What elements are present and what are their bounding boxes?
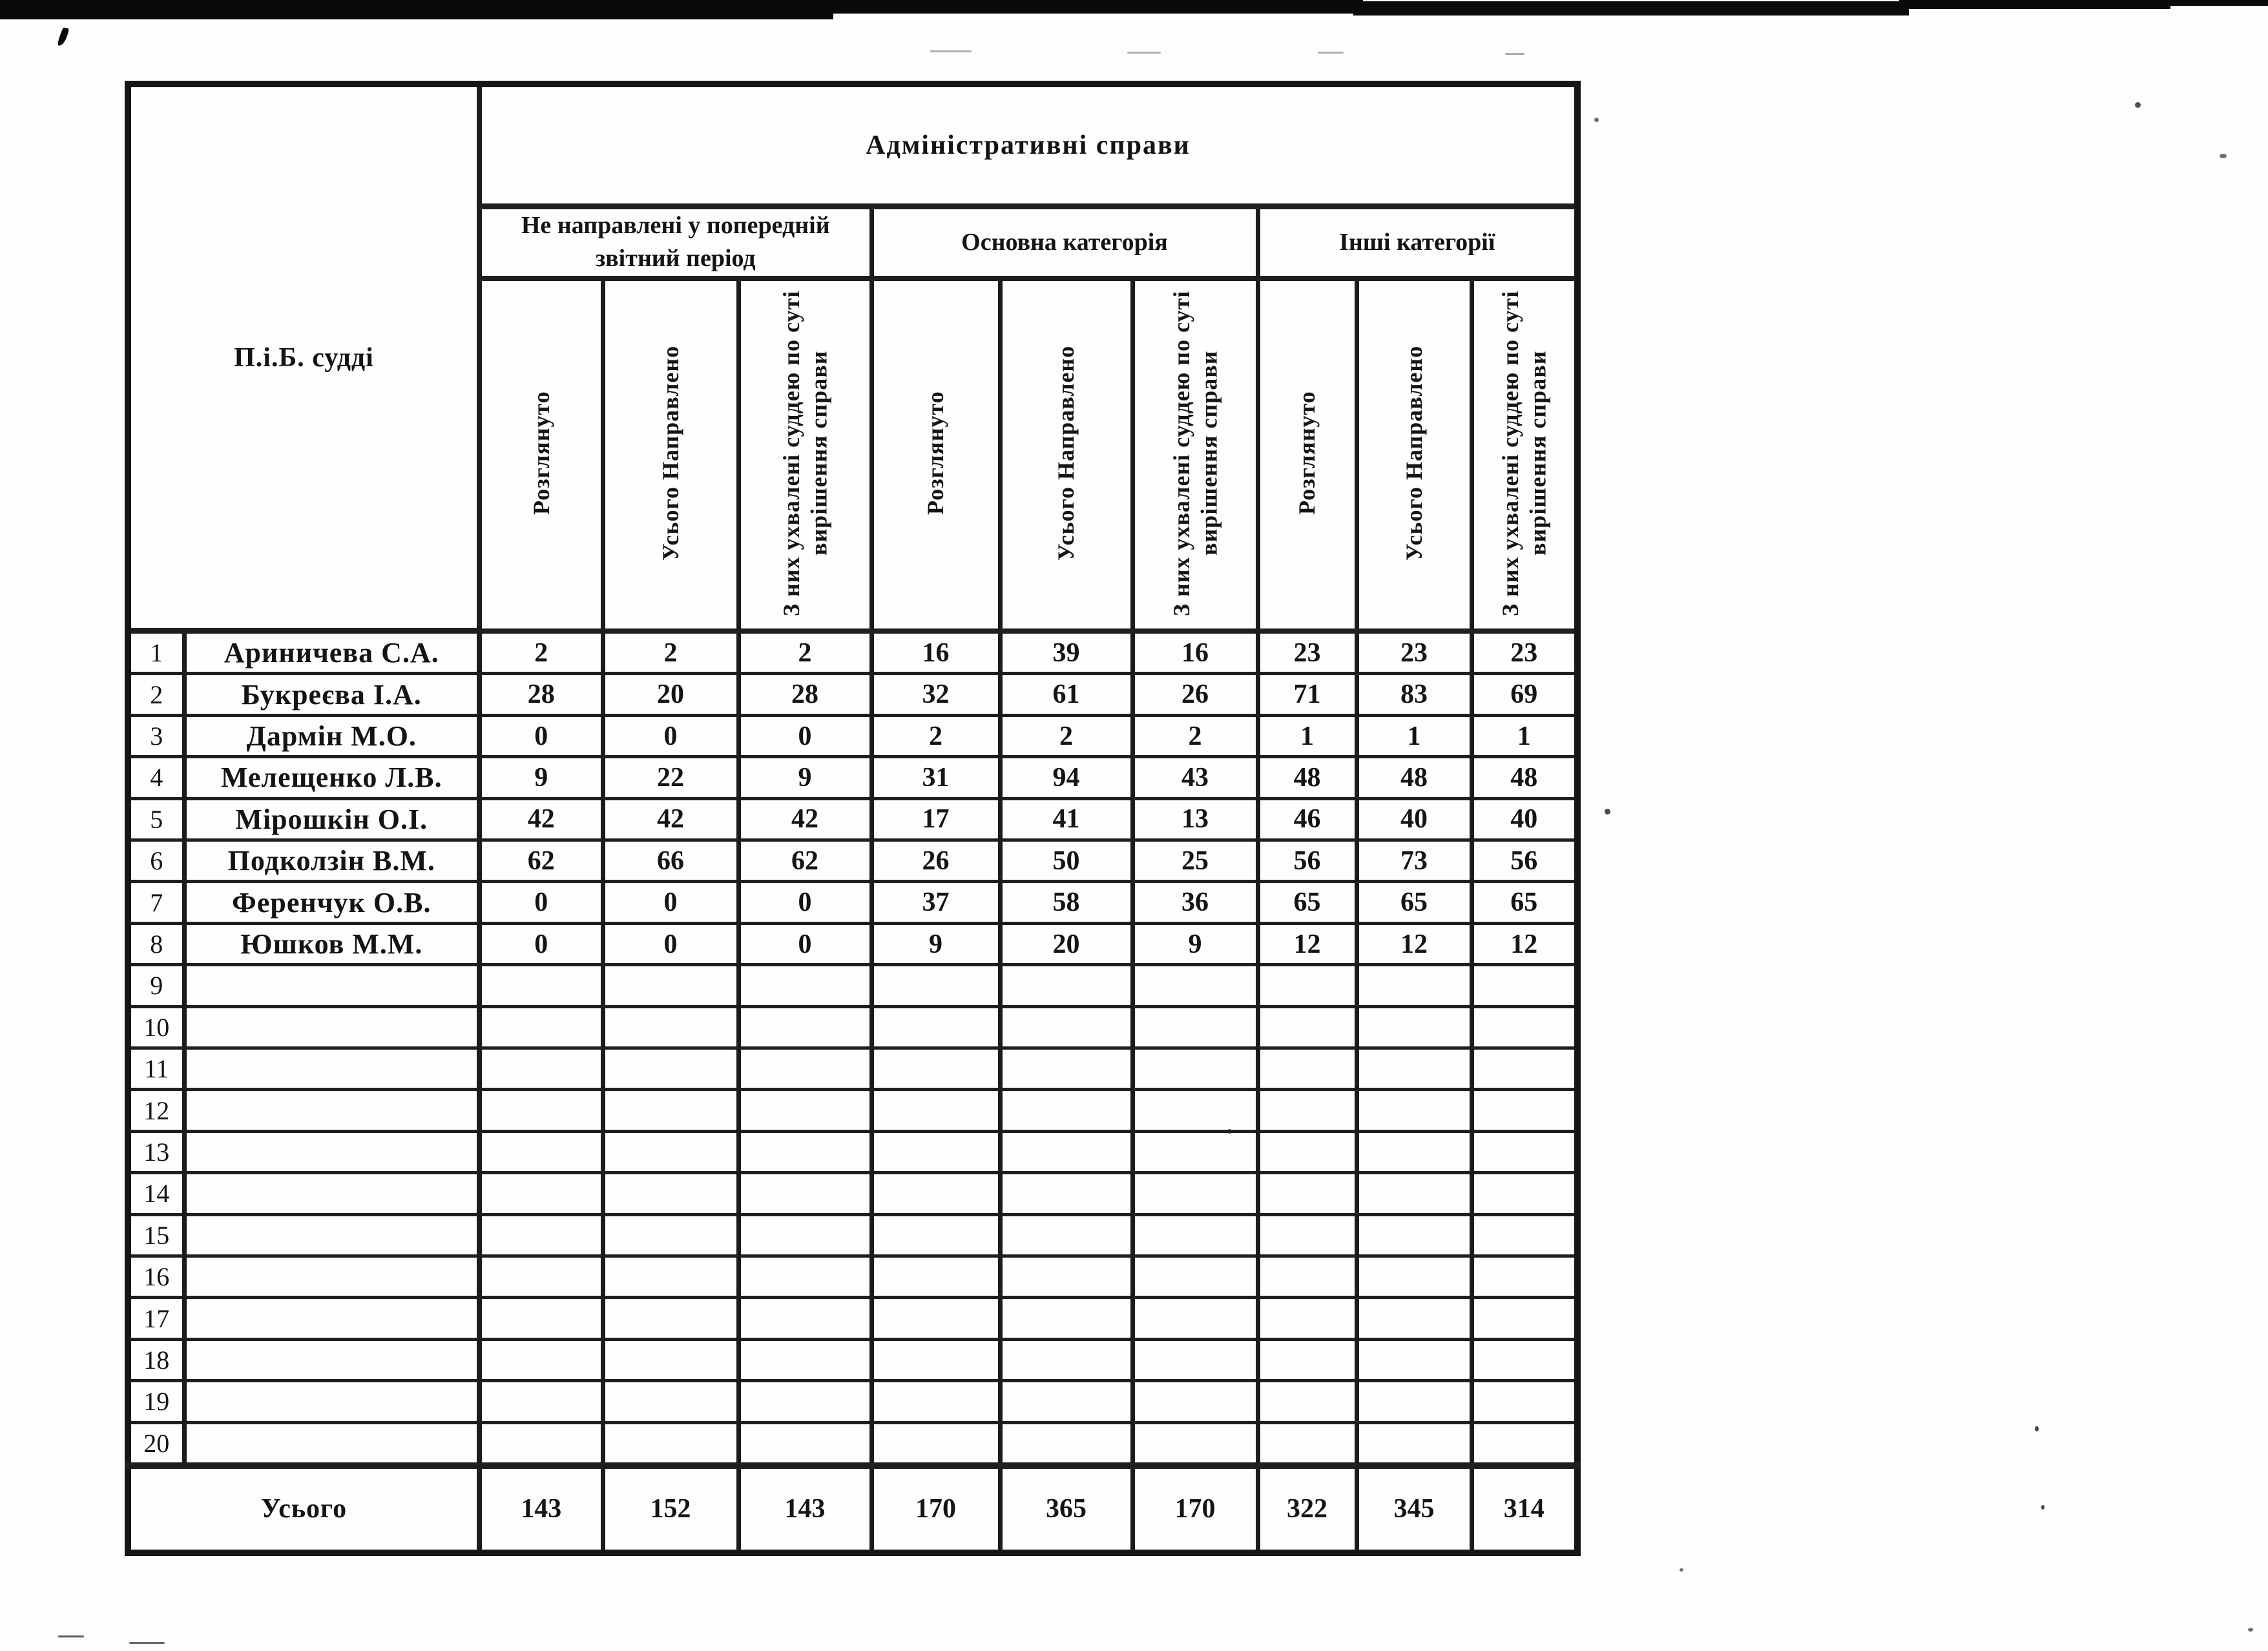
- value-cell: [738, 1048, 871, 1090]
- value-cell: 0: [603, 882, 738, 923]
- scan-speck: [1505, 53, 1524, 55]
- value-cell: 23: [1357, 631, 1472, 674]
- table-row: [128, 1381, 1577, 1422]
- value-cell: [1472, 1298, 1577, 1339]
- court-statistics-table: [125, 81, 1581, 1556]
- value-cell: [1132, 1339, 1258, 1380]
- scan-speck: [2035, 1426, 2039, 1431]
- value-cell: 46: [1258, 798, 1357, 840]
- value-cell: [1132, 1256, 1258, 1297]
- value-cell: [1132, 1090, 1258, 1131]
- value-cell: [1132, 1006, 1258, 1048]
- value-cell: 83: [1357, 674, 1472, 715]
- value-cell: [603, 1006, 738, 1048]
- scan-speck: [2220, 154, 2227, 158]
- value-cell: 0: [603, 923, 738, 964]
- judge-name-cell: Юшков М.М.: [184, 923, 479, 964]
- value-cell: 73: [1357, 840, 1472, 882]
- row-number-cell: 17: [128, 1298, 184, 1339]
- value-cell: [603, 1256, 738, 1297]
- column-header-cell: [479, 278, 603, 631]
- judge-name-cell: [184, 1173, 479, 1214]
- value-cell: 0: [603, 715, 738, 756]
- value-cell: [1472, 965, 1577, 1006]
- value-cell: 58: [1000, 882, 1132, 923]
- value-cell: 1: [1258, 715, 1357, 756]
- scan-dotted-line: [0, 48, 717, 50]
- value-cell: 16: [871, 631, 1000, 674]
- value-cell: [1132, 1131, 1258, 1172]
- row-number-cell: 9: [128, 965, 184, 1006]
- rotated-column-header: З них ухвалені суддею по суті вирішення справи: [1497, 289, 1551, 616]
- value-cell: 2: [603, 631, 738, 674]
- value-cell: [1000, 1090, 1132, 1131]
- value-cell: [1472, 1173, 1577, 1214]
- judge-name-cell: [184, 1131, 479, 1172]
- table-row: [128, 674, 1577, 715]
- total-label: Усього: [128, 1466, 479, 1553]
- scan-speck: [2135, 102, 2141, 108]
- total-value-cell: 143: [479, 1466, 603, 1553]
- judge-name-cell: Букреєва І.А.: [184, 674, 479, 715]
- column-header-cell: [1258, 278, 1357, 631]
- scan-edge-bar: [0, 0, 833, 19]
- value-cell: [1258, 1173, 1357, 1214]
- value-cell: [738, 965, 871, 1006]
- value-cell: 20: [1000, 923, 1132, 964]
- value-cell: 40: [1357, 798, 1472, 840]
- value-cell: [479, 1298, 603, 1339]
- value-cell: [603, 1048, 738, 1090]
- value-cell: 43: [1132, 757, 1258, 798]
- value-cell: [871, 1339, 1000, 1380]
- value-cell: 26: [1132, 674, 1258, 715]
- value-cell: [871, 965, 1000, 1006]
- value-cell: [1000, 1381, 1132, 1422]
- value-cell: [1000, 1131, 1132, 1172]
- judge-name-cell: [184, 1422, 479, 1466]
- value-cell: [1258, 1256, 1357, 1297]
- value-cell: [738, 1006, 871, 1048]
- row-number-cell: 8: [128, 923, 184, 964]
- table-row: [128, 1173, 1577, 1214]
- value-cell: 48: [1472, 757, 1577, 798]
- scan-speck: [58, 1635, 84, 1637]
- value-cell: [1357, 1048, 1472, 1090]
- value-cell: [738, 1339, 871, 1380]
- value-cell: 0: [738, 923, 871, 964]
- value-cell: 0: [479, 923, 603, 964]
- value-cell: 42: [738, 798, 871, 840]
- value-cell: [1132, 965, 1258, 1006]
- row-number-cell: 19: [128, 1381, 184, 1422]
- value-cell: [738, 1381, 871, 1422]
- value-cell: 39: [1000, 631, 1132, 674]
- value-cell: 23: [1472, 631, 1577, 674]
- group-header-main-category: Основна категорія: [871, 207, 1258, 278]
- table-row: [128, 1048, 1577, 1090]
- value-cell: [738, 1090, 871, 1131]
- table-row: [128, 840, 1577, 882]
- group-header-other-categories: Інші категорії: [1258, 207, 1577, 278]
- value-cell: [1357, 1006, 1472, 1048]
- row-number-cell: 3: [128, 715, 184, 756]
- row-number-cell: 18: [128, 1339, 184, 1380]
- judge-name-cell: [184, 1006, 479, 1048]
- value-cell: 56: [1258, 840, 1357, 882]
- rotated-column-header: Усього Направлено: [1053, 345, 1079, 561]
- value-cell: [738, 1422, 871, 1466]
- value-cell: 65: [1472, 882, 1577, 923]
- table-row: [128, 1214, 1577, 1256]
- value-cell: 50: [1000, 840, 1132, 882]
- value-cell: [1357, 1214, 1472, 1256]
- value-cell: [1258, 1048, 1357, 1090]
- value-cell: 2: [479, 631, 603, 674]
- value-cell: [479, 1339, 603, 1380]
- column-header-cell: [738, 278, 871, 631]
- value-cell: 40: [1472, 798, 1577, 840]
- judge-name-cell: [184, 1298, 479, 1339]
- value-cell: [1132, 1381, 1258, 1422]
- value-cell: 48: [1357, 757, 1472, 798]
- table-row-total: [128, 1466, 1577, 1553]
- value-cell: [1357, 1173, 1472, 1214]
- value-cell: 25: [1132, 840, 1258, 882]
- value-cell: [1472, 1256, 1577, 1297]
- value-cell: [738, 1298, 871, 1339]
- scan-speck: [2248, 1628, 2253, 1632]
- value-cell: [871, 1214, 1000, 1256]
- rotated-column-header: Усього Направлено: [1400, 345, 1427, 561]
- value-cell: [479, 1090, 603, 1131]
- judge-name-cell: [184, 965, 479, 1006]
- value-cell: [1357, 1090, 1472, 1131]
- scan-speck: [1318, 52, 1344, 54]
- table-row: [128, 882, 1577, 923]
- judge-name-cell: Мелещенко Л.В.: [184, 757, 479, 798]
- value-cell: 42: [479, 798, 603, 840]
- table-row: [128, 1131, 1577, 1172]
- value-cell: [479, 1256, 603, 1297]
- rotated-column-header: З них ухвалені суддею по суті вирішення справи: [1168, 289, 1222, 616]
- judge-name-cell: Подколзін В.М.: [184, 840, 479, 882]
- rotated-column-header: Розглянуто: [1294, 391, 1320, 515]
- row-number-cell: 4: [128, 757, 184, 798]
- value-cell: 22: [603, 757, 738, 798]
- value-cell: [603, 1339, 738, 1380]
- scan-edge-bar: [2158, 0, 2268, 6]
- row-number-cell: 11: [128, 1048, 184, 1090]
- value-cell: 9: [871, 923, 1000, 964]
- value-cell: 12: [1258, 923, 1357, 964]
- scan-speck: [1594, 118, 1599, 122]
- table-row: [128, 1090, 1577, 1131]
- value-cell: [1472, 1006, 1577, 1048]
- value-cell: [603, 1298, 738, 1339]
- value-cell: 9: [479, 757, 603, 798]
- value-cell: [1132, 1422, 1258, 1466]
- value-cell: [1258, 1006, 1357, 1048]
- row-number-cell: 16: [128, 1256, 184, 1297]
- value-cell: [603, 1381, 738, 1422]
- value-cell: [1132, 1173, 1258, 1214]
- value-cell: 48: [1258, 757, 1357, 798]
- value-cell: 32: [871, 674, 1000, 715]
- value-cell: 0: [738, 882, 871, 923]
- value-cell: [1000, 1214, 1132, 1256]
- row-number-cell: 15: [128, 1214, 184, 1256]
- table-row: [128, 1422, 1577, 1466]
- value-cell: [603, 1422, 738, 1466]
- row-number-cell: 14: [128, 1173, 184, 1214]
- value-cell: 12: [1357, 923, 1472, 964]
- value-cell: [1000, 1173, 1132, 1214]
- value-cell: 66: [603, 840, 738, 882]
- value-cell: 1: [1472, 715, 1577, 756]
- value-cell: [479, 1006, 603, 1048]
- value-cell: [1357, 1298, 1472, 1339]
- value-cell: 9: [738, 757, 871, 798]
- judge-name-cell: [184, 1090, 479, 1131]
- table-row: [128, 798, 1577, 840]
- value-cell: [479, 1048, 603, 1090]
- value-cell: [1132, 1298, 1258, 1339]
- value-cell: [479, 1422, 603, 1466]
- scan-speck: [930, 50, 972, 52]
- value-cell: [1132, 1214, 1258, 1256]
- value-cell: 41: [1000, 798, 1132, 840]
- value-cell: [871, 1131, 1000, 1172]
- value-cell: [1258, 1090, 1357, 1131]
- total-value-cell: 345: [1357, 1466, 1472, 1553]
- judge-name-cell: Дармін М.О.: [184, 715, 479, 756]
- scan-speck: [129, 1642, 165, 1644]
- value-cell: [1258, 965, 1357, 1006]
- table-row: [128, 1339, 1577, 1380]
- row-number-cell: 10: [128, 1006, 184, 1048]
- value-cell: [1357, 1422, 1472, 1466]
- judge-name-cell: Ариничева С.А.: [184, 631, 479, 674]
- value-cell: 12: [1472, 923, 1577, 964]
- value-cell: 65: [1258, 882, 1357, 923]
- value-cell: [1357, 1256, 1472, 1297]
- value-cell: [871, 1006, 1000, 1048]
- scan-edge-bar: [1353, 1, 1909, 16]
- value-cell: [1000, 1298, 1132, 1339]
- value-cell: [1258, 1298, 1357, 1339]
- value-cell: 0: [479, 715, 603, 756]
- value-cell: [1258, 1339, 1357, 1380]
- value-cell: [871, 1173, 1000, 1214]
- value-cell: [1357, 1381, 1472, 1422]
- value-cell: [479, 1214, 603, 1256]
- total-value-cell: 170: [871, 1466, 1000, 1553]
- judge-name-cell: [184, 1339, 479, 1380]
- value-cell: 2: [1132, 715, 1258, 756]
- column-header-cell: [871, 278, 1000, 631]
- value-cell: 71: [1258, 674, 1357, 715]
- value-cell: [479, 1173, 603, 1214]
- value-cell: [479, 965, 603, 1006]
- judge-name-column-header: П.і.Б. судді: [128, 84, 479, 631]
- value-cell: 26: [871, 840, 1000, 882]
- value-cell: 2: [871, 715, 1000, 756]
- value-cell: 42: [603, 798, 738, 840]
- table-row: [128, 1298, 1577, 1339]
- total-value-cell: 322: [1258, 1466, 1357, 1553]
- scan-speck: [1680, 1568, 1683, 1572]
- value-cell: 56: [1472, 840, 1577, 882]
- table-title: Адміністративні справи: [479, 84, 1577, 207]
- value-cell: 28: [738, 674, 871, 715]
- table-row: [128, 1006, 1577, 1048]
- value-cell: [871, 1381, 1000, 1422]
- value-cell: [1472, 1422, 1577, 1466]
- row-number-cell: 13: [128, 1131, 184, 1172]
- row-number-cell: 1: [128, 631, 184, 674]
- value-cell: [1258, 1214, 1357, 1256]
- value-cell: [1357, 965, 1472, 1006]
- value-cell: 62: [479, 840, 603, 882]
- rotated-column-header: Усього Направлено: [657, 345, 683, 561]
- value-cell: 65: [1357, 882, 1472, 923]
- value-cell: 13: [1132, 798, 1258, 840]
- table-row: [128, 1256, 1577, 1297]
- value-cell: [1472, 1214, 1577, 1256]
- value-cell: 28: [479, 674, 603, 715]
- value-cell: 16: [1132, 631, 1258, 674]
- column-header-cell: [1132, 278, 1258, 631]
- row-number-cell: 20: [128, 1422, 184, 1466]
- value-cell: 37: [871, 882, 1000, 923]
- value-cell: 36: [1132, 882, 1258, 923]
- row-number-cell: 7: [128, 882, 184, 923]
- value-cell: [1472, 1048, 1577, 1090]
- value-cell: [1258, 1422, 1357, 1466]
- rotated-column-header: Розглянуто: [528, 391, 554, 515]
- value-cell: [738, 1256, 871, 1297]
- scan-edge-bar: [1899, 0, 2170, 9]
- value-cell: [1472, 1090, 1577, 1131]
- scan-speck: [1605, 809, 1610, 815]
- value-cell: 1: [1357, 715, 1472, 756]
- value-cell: 94: [1000, 757, 1132, 798]
- value-cell: [603, 1131, 738, 1172]
- scan-speck: [2041, 1505, 2044, 1510]
- column-header-cell: [1357, 278, 1472, 631]
- value-cell: 17: [871, 798, 1000, 840]
- rotated-column-header: З них ухвалені суддею по суті вирішення справи: [778, 289, 831, 616]
- value-cell: 0: [479, 882, 603, 923]
- value-cell: 31: [871, 757, 1000, 798]
- value-cell: [738, 1131, 871, 1172]
- value-cell: [1000, 1048, 1132, 1090]
- value-cell: [871, 1090, 1000, 1131]
- value-cell: [1472, 1381, 1577, 1422]
- value-cell: 61: [1000, 674, 1132, 715]
- value-cell: [603, 965, 738, 1006]
- group-header-not-sent: Не направлені у попередній звітний період: [479, 207, 871, 278]
- value-cell: [1000, 1422, 1132, 1466]
- value-cell: 2: [738, 631, 871, 674]
- value-cell: 9: [1132, 923, 1258, 964]
- value-cell: 2: [1000, 715, 1132, 756]
- total-value-cell: 170: [1132, 1466, 1258, 1553]
- value-cell: 23: [1258, 631, 1357, 674]
- value-cell: 20: [603, 674, 738, 715]
- row-number-cell: 6: [128, 840, 184, 882]
- value-cell: [1357, 1339, 1472, 1380]
- scan-edge-bar: [827, 0, 1363, 14]
- value-cell: [871, 1256, 1000, 1297]
- value-cell: [1357, 1131, 1472, 1172]
- judge-name-cell: [184, 1214, 479, 1256]
- value-cell: [1258, 1131, 1357, 1172]
- value-cell: 62: [738, 840, 871, 882]
- table-row: [128, 965, 1577, 1006]
- judge-name-cell: [184, 1381, 479, 1422]
- table-row: [128, 923, 1577, 964]
- judge-name-cell: [184, 1048, 479, 1090]
- value-cell: [871, 1422, 1000, 1466]
- value-cell: [1000, 1339, 1132, 1380]
- value-cell: [1000, 1006, 1132, 1048]
- table-row: [128, 84, 1577, 207]
- value-cell: [1000, 1256, 1132, 1297]
- value-cell: [1472, 1339, 1577, 1380]
- total-value-cell: 143: [738, 1466, 871, 1553]
- judge-name-cell: Ференчук О.В.: [184, 882, 479, 923]
- value-cell: [871, 1298, 1000, 1339]
- column-header-cell: [1472, 278, 1577, 631]
- value-cell: [1132, 1048, 1258, 1090]
- value-cell: [603, 1214, 738, 1256]
- column-header-cell: [603, 278, 738, 631]
- value-cell: [479, 1381, 603, 1422]
- value-cell: 69: [1472, 674, 1577, 715]
- scan-speck: [1127, 52, 1161, 54]
- judge-name-cell: Мірошкін О.І.: [184, 798, 479, 840]
- value-cell: [738, 1214, 871, 1256]
- judge-name-cell: [184, 1256, 479, 1297]
- rotated-column-header: Розглянуто: [922, 391, 949, 515]
- table-row: [128, 757, 1577, 798]
- row-number-cell: 12: [128, 1090, 184, 1131]
- table-row: [128, 631, 1577, 674]
- value-cell: [871, 1048, 1000, 1090]
- column-header-cell: [1000, 278, 1132, 631]
- value-cell: [1000, 965, 1132, 1006]
- value-cell: [1258, 1381, 1357, 1422]
- row-number-cell: 5: [128, 798, 184, 840]
- value-cell: [1472, 1131, 1577, 1172]
- value-cell: [603, 1090, 738, 1131]
- table-row: [128, 715, 1577, 756]
- value-cell: [738, 1173, 871, 1214]
- total-value-cell: 152: [603, 1466, 738, 1553]
- scan-speck: [56, 26, 70, 47]
- total-value-cell: 365: [1000, 1466, 1132, 1553]
- value-cell: [479, 1131, 603, 1172]
- total-value-cell: 314: [1472, 1466, 1577, 1553]
- value-cell: 0: [738, 715, 871, 756]
- value-cell: [603, 1173, 738, 1214]
- row-number-cell: 2: [128, 674, 184, 715]
